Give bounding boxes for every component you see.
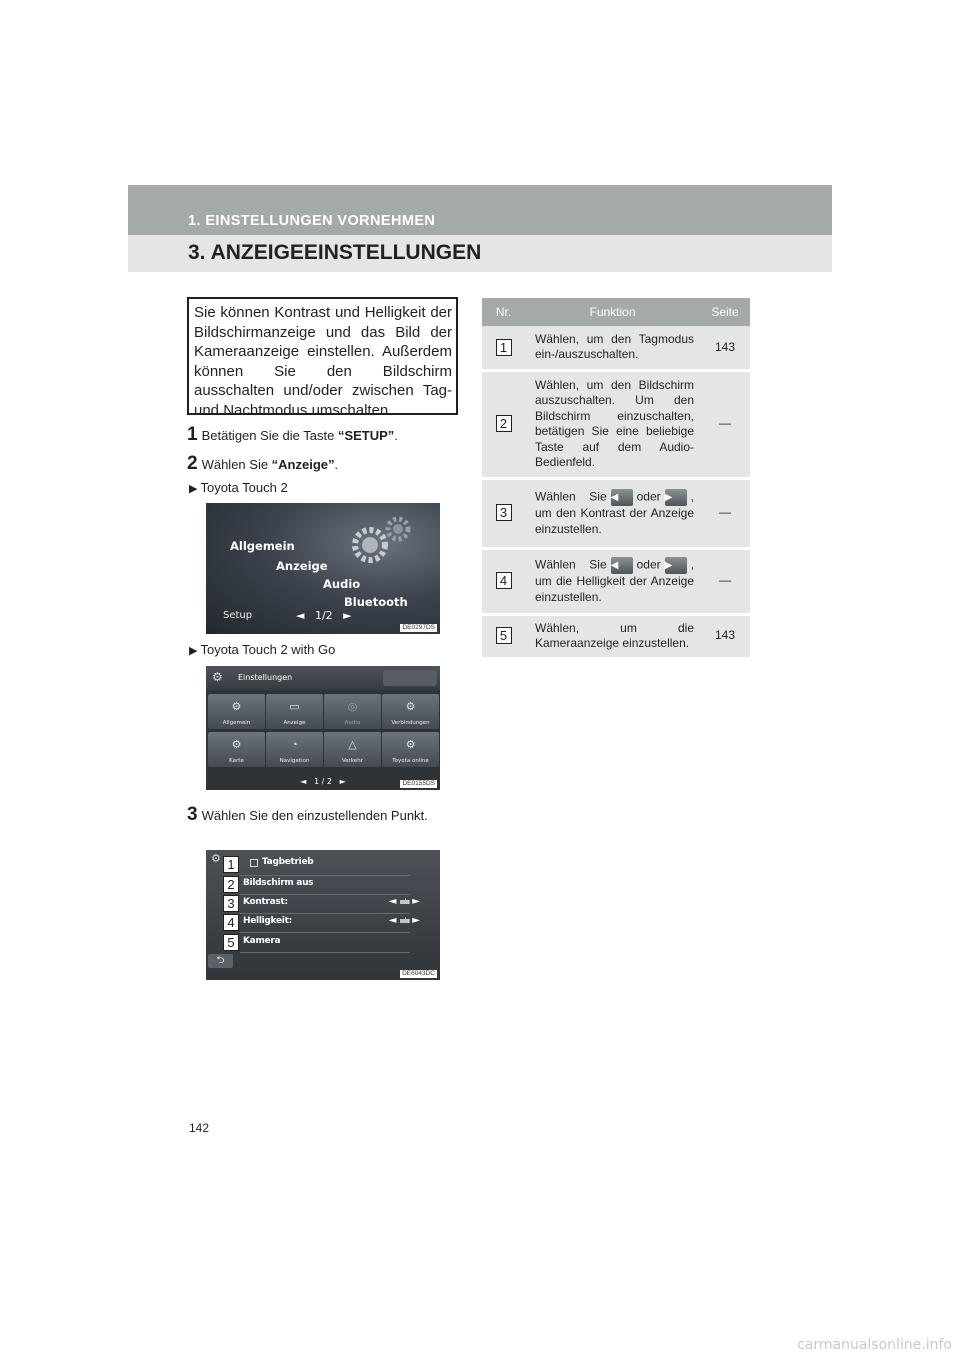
left-arrow-icon: ◄ [388,896,397,907]
page-indicator: 1/2 [314,609,333,622]
screenshot-touch2go-settings [206,666,440,790]
intro-box: Sie können Kontrast und Helligkeit der Bildschirmanzeige und das Bild der Kameraanzeige einstellen. Außerdem können Sie den Bildschirm ausschalten und/oder zwischen Tag- und Nachtmodus umschalten. [187,297,458,415]
table-cell-nr [482,370,525,478]
right-arrow-icon: ► [412,915,420,926]
warning-icon: △ [348,739,357,751]
step-text: Betätigen Sie die Taste [201,428,338,443]
page-title-band [128,235,832,272]
variant-text: Toyota Touch 2 with Go [200,642,336,657]
row-helligkeit: Helligkeit: [243,916,292,926]
menu-item-audio: Audio [323,577,361,591]
connection-icon: ⚙ [405,701,416,713]
table-cell-function: Wählen, um die Kameraanzeige einzustellen. [525,614,700,658]
header-funktion: Funktion [525,298,700,326]
navigation-icon: ◔ [291,739,298,751]
figure-code: DE0155DS [402,780,435,787]
next-arrow-icon: ► [339,777,346,786]
step-3 [187,805,458,825]
step-text: Wählen Sie [201,457,272,472]
tile-label: Anzeige [283,720,306,726]
tile-navigation [266,732,323,767]
menu-item-bluetooth: Bluetooth [344,595,408,609]
screen-topbar [206,666,440,690]
table-cell-nr [482,614,525,658]
variant-label-touch2 [189,480,288,495]
tile-toyota-online [382,732,439,767]
next-arrow-icon: ► [343,609,352,622]
number-box: 1 [496,339,512,356]
function-table [482,298,750,660]
table-header-row [482,298,750,326]
number-box: 2 [496,415,512,432]
step-number: 1 [187,424,198,445]
step-2 [187,453,338,475]
pager [296,609,352,622]
step-punct: . [394,428,398,443]
table-row [482,614,750,658]
step-number: 2 [187,453,198,474]
gear-icon [348,515,414,567]
left-arrow-icon: ◀ [611,489,633,506]
tile-anzeige [266,694,323,729]
table-cell-nr [482,548,525,614]
page-number: 142 [189,1121,210,1135]
checkbox-icon [250,859,258,867]
table-cell-nr [482,326,525,370]
function-text: , um den Kontrast der Anzeige einzustellen. [535,489,694,536]
step-1 [187,424,398,446]
screenshot-display-settings [206,850,440,980]
callout-2: 2 [223,876,239,893]
row-kamera: Kamera [243,936,281,946]
table-cell-page: — [700,370,750,478]
callout-5: 5 [223,934,239,951]
prev-arrow-icon: ◄ [300,777,307,786]
step-number: 3 [187,804,198,825]
gear-icon: ⚙ [211,853,221,865]
figure-code: DE6043DC [402,970,435,977]
variant-label-touch2-go [189,642,335,657]
table-row [482,478,750,548]
table-cell-function: Wählen, um den Bildschirm auszuschalten. Um den Bildschirm einzuschalten, betätigen Sie eine beliebige Taste auf dem Audio-Bedienfeld. [525,370,700,478]
gear-icon: ⚙ [231,701,242,713]
online-icon: ⚙ [405,739,416,751]
tile-verbindungen [382,694,439,729]
screen-heading: Einstellungen [238,673,293,682]
row-kontrast: Kontrast: [243,897,288,907]
row-divider [240,875,410,876]
status-bar [383,670,437,686]
gear-icon: ⚙ [212,670,223,684]
callout-3: 3 [223,895,239,912]
table-row [482,370,750,478]
step-text: Wählen Sie den einzustellenden Punkt. [201,808,428,823]
tile-allgemein [208,694,265,729]
row-bildschirm-aus: Bildschirm aus [243,878,314,888]
step-punct: . [334,457,339,472]
number-box: 4 [496,572,512,589]
table-cell-page: — [700,478,750,548]
setup-label: Setup [223,610,253,621]
table-cell-function: Wählen, um den Tagmodus ein-/auszuschalten. [525,326,700,370]
table-cell-page: 143 [700,326,750,370]
page-indicator: 1 / 2 [314,777,332,786]
tile-karte [208,732,265,767]
section-header-band [128,185,832,235]
tile-label: Allgemein [222,720,251,726]
tile-audio [324,694,381,729]
header-nr: Nr. [482,298,525,326]
variant-text: Toyota Touch 2 [200,480,288,495]
section-title: 1. EINSTELLUNGEN VORNEHMEN [188,213,436,229]
tile-label: Verkehr [341,758,364,764]
slider-ticks-icon: ııııılıııı [399,917,410,925]
function-text: oder [636,489,661,504]
row-divider [240,894,410,895]
step-key: “Anzeige” [271,457,335,472]
table-row [482,548,750,614]
brightness-slider [389,915,420,926]
tile-label: Toyota online [392,758,429,764]
row-tagbetrieb: Tagbetrieb [262,857,314,867]
tile-label: Verbindungen [391,720,430,726]
left-arrow-icon: ◀ [611,557,633,574]
watermark: carmanualsonline.info [797,1337,952,1353]
number-box: 5 [496,627,512,644]
tile-label: Navigation [279,758,310,764]
back-arrow-icon: ⮌ [208,954,233,968]
function-text: oder [636,557,661,572]
menu-item-anzeige: Anzeige [276,559,328,573]
table-cell-page: — [700,548,750,614]
contrast-slider [389,896,420,907]
table-cell-function [525,548,700,614]
table-cell-nr [482,478,525,548]
function-text: , um die Helligkeit der Anzeige einzustellen. [535,557,694,604]
figure-code: DE0297DS [402,624,435,631]
table-cell-function [525,478,700,548]
left-arrow-icon: ◄ [388,915,397,926]
right-arrow-icon: ▶ [665,489,687,506]
table-cell-page: 143 [700,614,750,658]
header-seite: Seite [700,298,750,326]
screenshot-touch2-setup [206,503,440,634]
function-text: Wählen Sie [535,489,607,504]
page-title: 3. ANZEIGEEINSTELLUNGEN [188,241,482,264]
row-divider [240,932,410,933]
triangle-marker-icon: ▶ [189,645,198,657]
row-divider [240,913,410,914]
disc-icon: ◎ [347,701,358,713]
display-icon: ▭ [289,701,300,713]
slider-ticks-icon: ııııılıııı [399,898,410,906]
table-row [482,326,750,370]
map-settings-icon: ⚙ [231,739,242,751]
triangle-marker-icon: ▶ [189,483,198,495]
number-box: 3 [496,504,512,521]
right-arrow-icon: ▶ [665,557,687,574]
tile-label: Audio [344,720,361,726]
function-text: Wählen Sie [535,557,607,572]
callout-1: 1 [223,856,239,873]
prev-arrow-icon: ◄ [296,609,305,622]
right-arrow-icon: ► [412,896,420,907]
tile-verkehr [324,732,381,767]
row-divider [240,952,410,953]
step-key: “SETUP” [337,428,395,443]
callout-4: 4 [223,914,239,931]
menu-item-allgemein: Allgemein [230,539,295,553]
tile-label: Karte [229,758,244,764]
